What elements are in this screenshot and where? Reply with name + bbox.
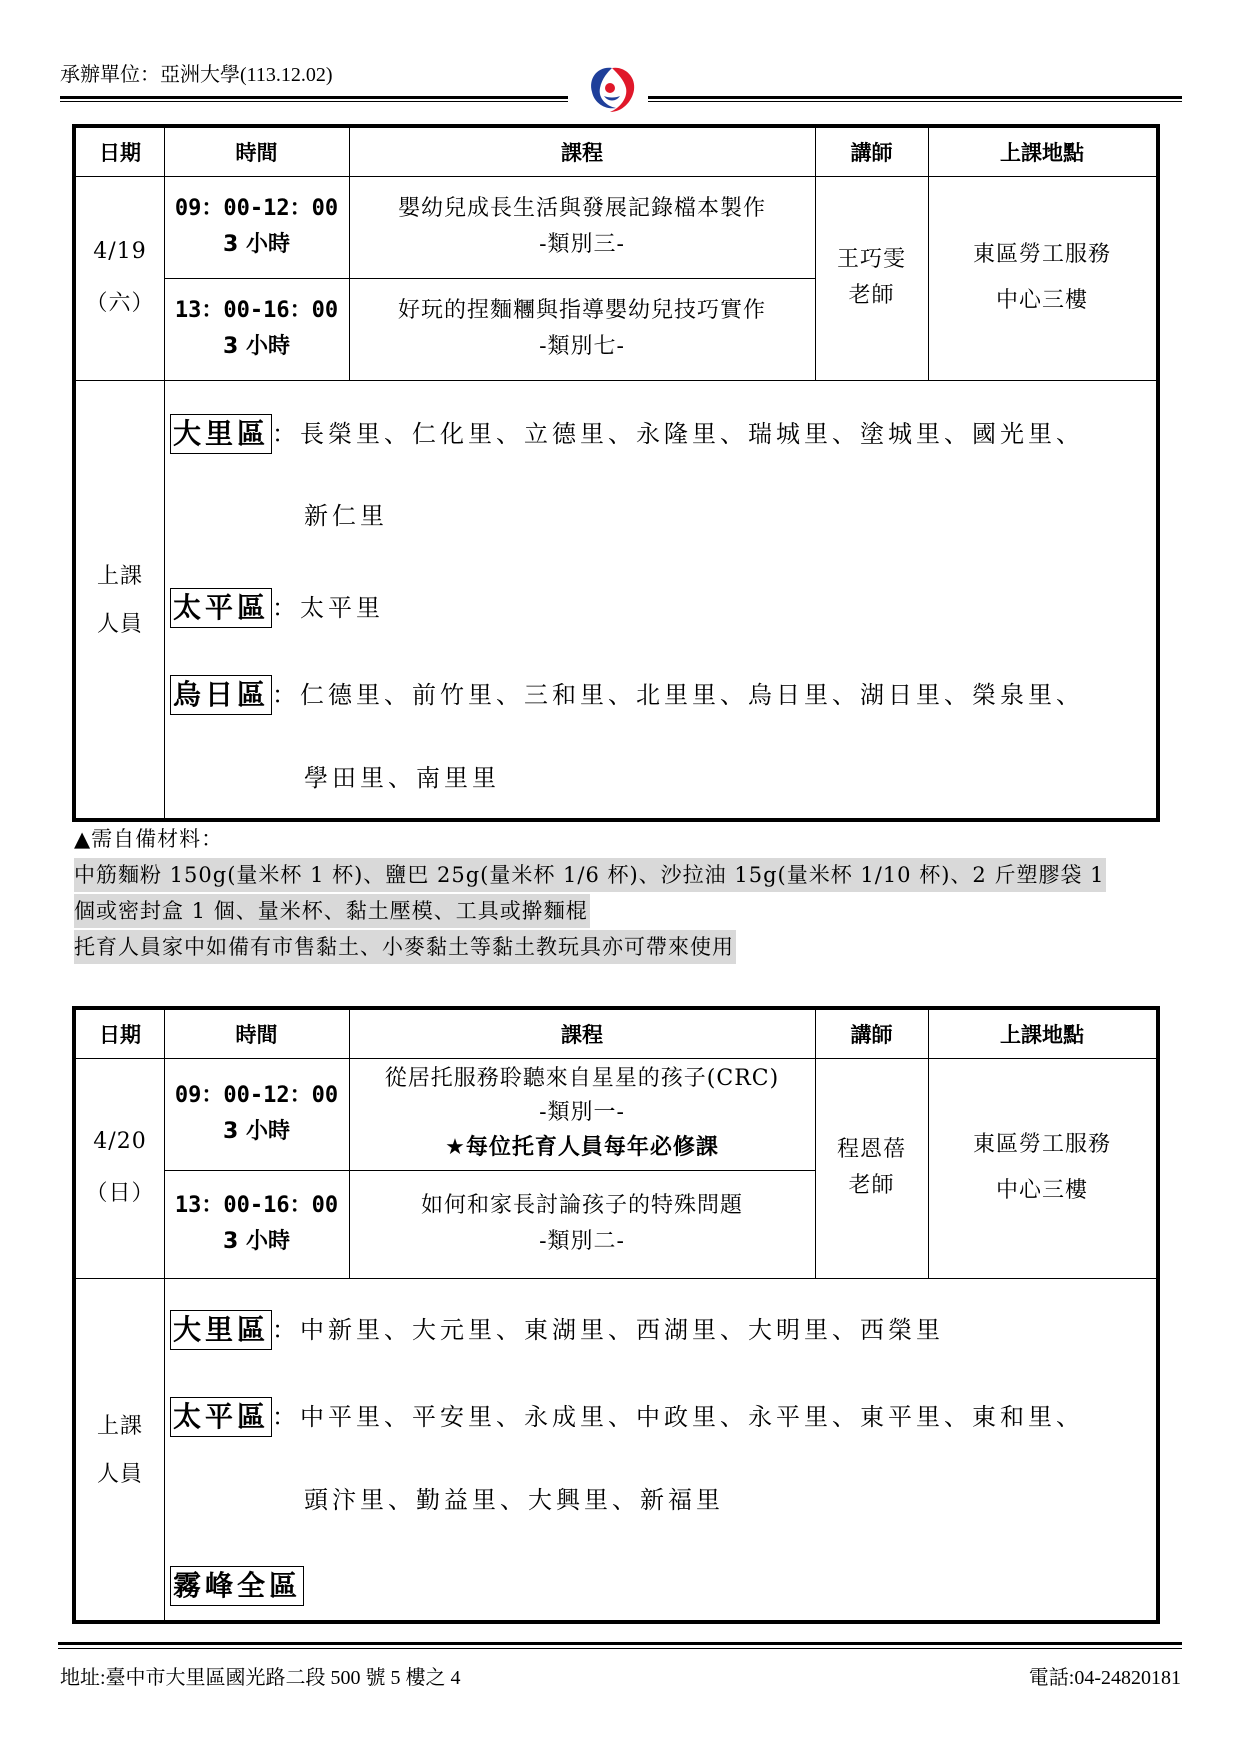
time-slot-afternoon (164, 1170, 349, 1278)
attendees-label-1: 上課 (96, 564, 143, 589)
footer-phone: 電話:04-24820181 (1028, 1667, 1181, 1689)
course-title: 如何和家長討論孩子的特殊問題 (420, 1193, 743, 1218)
course-title: 嬰幼兒成長生活與發展記錄檔本製作 (397, 196, 766, 221)
district-villages: ：仁德里、前竹里、三和里、北里里、烏日里、湖日里、榮泉里、 (272, 681, 1085, 709)
district-villages-cont: 頭汴里、勤益里、大興里、新福里 (304, 1486, 724, 1514)
course-category: -類別二- (539, 1229, 625, 1254)
attendees-label-1: 上課 (96, 1414, 143, 1439)
district-name: 烏日區 (170, 675, 272, 715)
district-villages: ：中平里、平安里、永成里、中政里、永平里、東平里、東和里、 (272, 1403, 1085, 1431)
column-header-teacher: 講師 (850, 1023, 893, 1047)
column-header-teacher: 講師 (850, 141, 893, 165)
organization-logo-icon (582, 62, 640, 118)
footer-address: 地址:臺中市大里區國光路二段 500 號 5 樓之 4 (60, 1667, 461, 1689)
header-rule-right-thin (648, 101, 1182, 102)
location-line-1: 東區勞工服務 (972, 1132, 1111, 1157)
district-dali (170, 1310, 944, 1350)
column-header-course: 課程 (561, 141, 603, 165)
time-range: 13：00-16：00 (174, 1193, 339, 1218)
weekday-value: （六） (85, 291, 155, 316)
column-header-location: 上課地點 (1000, 1023, 1084, 1047)
session-date (76, 1058, 164, 1278)
attendees-label-2: 人員 (96, 1462, 143, 1487)
district-taiping (170, 588, 384, 628)
date-value: 4/20 (93, 1129, 147, 1154)
duration: 3 小時 (223, 232, 290, 257)
attendees-label-2: 人員 (96, 612, 143, 637)
organizer-label: 承辦單位：亞洲大學(113.12.02) (60, 64, 333, 86)
district-villages: ：中新里、大元里、東湖里、西湖里、大明里、西榮里 (272, 1316, 945, 1344)
district-name: 太平區 (170, 1397, 272, 1437)
course-title: 好玩的捏麵糰與指導嬰幼兒技巧實作 (397, 298, 766, 323)
column-header-date: 日期 (99, 1023, 141, 1047)
date-value: 4/19 (93, 239, 147, 264)
column-header-time: 時間 (235, 1023, 278, 1047)
time-range: 09：00-12：00 (174, 1083, 339, 1108)
district-name: 霧峰全區 (170, 1566, 304, 1606)
course-morning (349, 1058, 815, 1170)
time-slot-afternoon (164, 278, 349, 380)
district-villages: ：太平里 (272, 594, 385, 622)
teacher-name: 王巧雯 (836, 247, 906, 272)
course-afternoon (349, 1170, 815, 1278)
teacher-name: 程恩蓓 (836, 1137, 906, 1162)
course-category: -類別七- (539, 334, 625, 359)
attendees-label (76, 1278, 164, 1624)
teacher-title: 老師 (848, 283, 895, 308)
course-title: 從居托服務聆聽來自星星的孩子(CRC) (384, 1066, 780, 1091)
column-header-course: 課程 (561, 1023, 603, 1047)
time-slot-morning (164, 176, 349, 278)
teacher (815, 1058, 928, 1278)
district-villages: ：長榮里、仁化里、立德里、永隆里、瑞城里、塗城里、國光里、 (272, 420, 1085, 448)
session-date (76, 176, 164, 380)
location (928, 1058, 1156, 1278)
time-range: 13：00-16：00 (174, 298, 339, 323)
duration: 3 小時 (223, 1229, 290, 1254)
location-line-2: 中心三樓 (995, 288, 1088, 313)
duration: 3 小時 (223, 334, 290, 359)
teacher-title: 老師 (848, 1173, 895, 1198)
district-villages-cont: 新仁里 (304, 502, 388, 530)
district-taiping (170, 1397, 1084, 1437)
materials-line-1: 中筋麵粉 150g(量米杯 1 杯)、鹽巴 25g(量米杯 1/6 杯)、沙拉油 15g(量米杯 1/10 杯)、2 斤塑膠袋 1 (74, 858, 1106, 892)
location-line-2: 中心三樓 (995, 1178, 1088, 1203)
duration: 3 小時 (223, 1119, 290, 1144)
materials-line-2: 個或密封盒 1 個、量米杯、黏土壓模、工具或擀麵棍 (74, 894, 590, 928)
course-category: -類別一- (539, 1100, 625, 1125)
column-header-location: 上課地點 (1000, 141, 1084, 165)
district-dali (170, 414, 1084, 454)
course-category: -類別三- (539, 232, 625, 257)
district-name: 大里區 (170, 414, 272, 454)
column-header-time: 時間 (235, 141, 278, 165)
footer-rule (58, 1642, 1182, 1645)
mandatory-course-note: ★每位托育人員每年必修課 (445, 1135, 719, 1160)
teacher (815, 176, 928, 380)
course-afternoon (349, 278, 815, 380)
footer-rule-thin (58, 1648, 1182, 1649)
header-rule-left (60, 96, 568, 99)
column-header-date: 日期 (99, 141, 141, 165)
district-name: 太平區 (170, 588, 272, 628)
header-rule-right (648, 96, 1182, 99)
attendees-label (76, 380, 164, 822)
district-villages-cont: 學田里、南里里 (304, 764, 500, 792)
course-morning (349, 176, 815, 278)
time-range: 09：00-12：00 (174, 196, 339, 221)
schedule-table-2 (72, 1006, 1160, 1624)
materials-title: ▲需自備材料： (74, 827, 224, 851)
district-wufeng (170, 1566, 304, 1606)
location-line-1: 東區勞工服務 (972, 242, 1111, 267)
time-slot-morning (164, 1058, 349, 1170)
district-name: 大里區 (170, 1310, 272, 1350)
weekday-value: （日） (85, 1181, 155, 1206)
materials-line-3: 托育人員家中如備有市售黏土、小麥黏土等黏土教玩具亦可帶來使用 (74, 930, 736, 964)
district-wuri (170, 675, 1084, 715)
location (928, 176, 1156, 380)
schedule-table-1 (72, 124, 1160, 822)
header-rule-left-thin (60, 101, 568, 102)
